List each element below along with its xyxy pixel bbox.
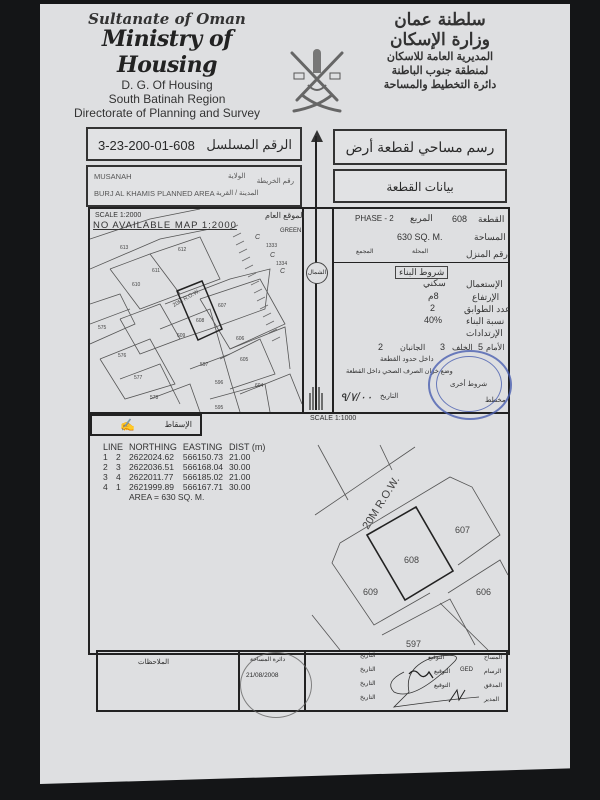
svg-text:597: 597 [200, 362, 209, 368]
dg-housing: D. G. Of Housing [121, 78, 213, 92]
signature-mark-icon: ✍ [120, 418, 135, 432]
plot-data-title-box [333, 169, 507, 203]
svg-text:597: 597 [406, 639, 422, 649]
front-value: 5 [478, 342, 484, 352]
table-row: 4 1 2621999.89 566167.71 30.00 [103, 482, 251, 492]
svg-text:577: 577 [134, 375, 143, 381]
projection-map [300, 425, 508, 650]
special-conditions-label: شروط أخرى [450, 381, 488, 388]
svg-text:C: C [280, 268, 286, 275]
svg-text:613: 613 [120, 245, 129, 251]
house-number-label: رقم المنزل [466, 249, 508, 259]
svg-text:C: C [255, 234, 261, 241]
plot-data-title: بيانات القطعة [386, 180, 454, 194]
svg-text:611: 611 [152, 268, 160, 274]
svg-text:C: C [270, 252, 276, 259]
area-value: 630 SQ. M. [397, 232, 443, 242]
plot-number: 608 [452, 214, 468, 224]
date-label-3: التاريخ [360, 681, 376, 687]
svg-text:610: 610 [132, 282, 141, 288]
serial-number: 3-23-200-01-608 [98, 138, 195, 153]
svg-text:609: 609 [177, 333, 186, 339]
setback-note: داخل حدود القطعة [380, 356, 434, 363]
block-value: PHASE - 2 [355, 214, 394, 223]
signature-label-1: التوقيع [428, 655, 445, 661]
survey-department-stamp [240, 652, 312, 718]
sides-value: 2 [378, 342, 384, 352]
general-location-label: الموقع العام [265, 211, 305, 220]
block-label: المربع [410, 213, 433, 223]
remarks-label: الملاحظات [138, 659, 170, 666]
directorate-name-ar: دائرة التخطيط والمساحة [383, 79, 497, 91]
coordinates-table [100, 442, 268, 502]
signature-label-2: التوقيع [434, 669, 451, 675]
approval-date: 21/08/2008 [246, 672, 279, 679]
general-location-map [90, 209, 302, 412]
divider [332, 207, 334, 413]
back-label: الخلف [452, 343, 473, 352]
region-name-ar: لمنطقة جنوب الباطنة [391, 65, 489, 77]
complex-label: المجمع [356, 249, 374, 255]
svg-text:20M R.O.W.: 20M R.O.W. [172, 288, 201, 309]
green-label: GREEN [280, 228, 302, 234]
floors-value: 2 [430, 303, 436, 313]
use-value: سكني [423, 278, 446, 288]
oman-khanjar-emblem-icon [282, 45, 352, 115]
signature-label-3: التوقيع [434, 683, 451, 689]
svg-text:595: 595 [215, 405, 224, 411]
divider [333, 262, 509, 263]
dg-housing-ar: المديرية العامة للاسكان [386, 51, 494, 63]
north-arrowhead-icon [311, 130, 323, 142]
sultanate-title: Sultanate of Oman [88, 10, 246, 28]
north-arrow-feather-icon [308, 375, 324, 410]
table-row: 2 3 2622036.51 566168.04 30.00 [103, 462, 251, 472]
document-title-box [333, 129, 507, 165]
date-label-4: التاريخ [360, 695, 376, 701]
use-label: الإستعمال [466, 279, 503, 289]
zone-label: المحلة [412, 249, 429, 255]
building-conditions-title: شروط البناء [395, 266, 448, 279]
divider [302, 207, 304, 413]
sides-label: الجانبان [400, 343, 426, 352]
svg-text:606: 606 [476, 587, 492, 597]
surveyor-label: المساح [484, 655, 503, 661]
svg-text:609: 609 [363, 587, 379, 597]
handwritten-signature-icon [324, 652, 484, 712]
directorate-name: Directorate of Planning and Survey [73, 106, 261, 120]
table-header: LINE NORTHING EASTING DIST (m) [103, 442, 266, 452]
map-no-label: رقم الخريطة [256, 178, 294, 185]
wilayat-label: الولاية [228, 173, 246, 180]
svg-text:612: 612 [178, 247, 187, 253]
document-title: رسم مساحي لقطعة أرض [345, 139, 495, 155]
ministry-title: Ministry of Housing [101, 26, 233, 78]
arabic-header [350, 10, 530, 92]
ratio-label: نسبة البناء [466, 316, 505, 326]
area-value: BURJ AL KHAMIS PLANNED AREA [94, 189, 215, 198]
plot-label: القطعة [478, 214, 505, 224]
svg-text:596: 596 [215, 380, 224, 386]
svg-text:604: 604 [255, 383, 264, 389]
svg-text:1334: 1334 [276, 261, 288, 267]
general-scale: SCALE 1:2000 [95, 212, 142, 219]
svg-text:607: 607 [218, 303, 227, 309]
svg-text:20M R.O.W.: 20M R.O.W. [360, 474, 403, 532]
location-box [86, 165, 302, 207]
initials: GED [460, 667, 474, 673]
projection-scale: SCALE 1:1000 [310, 415, 357, 422]
setbacks-label: الإرتدادات [466, 328, 503, 338]
english-header [62, 10, 272, 120]
ratio-value: 40% [424, 315, 443, 325]
projection-label-box [90, 414, 202, 436]
official-stamp-inner [436, 356, 502, 412]
table-row: 1 2 2622024.62 566150.73 21.00 [103, 452, 251, 462]
back-value: 3 [440, 342, 446, 352]
serial-number-label: الرقم المسلسل [206, 137, 292, 152]
svg-text:608: 608 [404, 555, 420, 565]
projection-label: الإسقاط [164, 420, 192, 429]
ministry-title-ar: وزارة الإسكان [390, 30, 490, 50]
svg-text:576: 576 [118, 353, 127, 359]
date-label-1: التاريخ [360, 653, 376, 659]
conditions-date-value: ٩/٧/٠٠ [340, 390, 373, 404]
area-row: AREA = 630 SQ. M. [129, 492, 205, 502]
table-row: 3 4 2622011.77 566185.02 21.00 [103, 472, 251, 482]
serial-number-box [86, 127, 302, 161]
height-value: 8م [428, 291, 439, 301]
svg-text:1333: 1333 [266, 243, 278, 249]
wilayat-value: MUSANAH [94, 172, 132, 181]
svg-text:607: 607 [455, 525, 471, 535]
planner-label: مخطط [485, 397, 506, 404]
area-label: المدينة / القرية [216, 190, 259, 197]
area-label: المساحة [474, 232, 506, 242]
svg-text:608: 608 [196, 318, 205, 324]
checker-label: المدقق [484, 683, 502, 689]
director-label: المدير [484, 697, 500, 703]
svg-text:605: 605 [240, 357, 249, 363]
survey-stamp-text: دائرة المساحة [250, 657, 286, 663]
svg-text:606: 606 [236, 336, 245, 342]
septic-tank-note: وضع خزان الصرف الصحي داخل القطعة [346, 368, 453, 375]
svg-text:575: 575 [98, 325, 107, 331]
no-map-note: NO AVAILABLE MAP 1:2000 [93, 220, 237, 231]
draftsman-label: الرسام [484, 669, 502, 675]
conditions-date-label: التاريخ [380, 393, 399, 400]
region-name: South Batinah Region [108, 92, 226, 106]
sultanate-title-ar: سلطنة عمان [394, 10, 486, 30]
floors-label: عدد الطوابق [464, 304, 511, 314]
front-label: الأمام [486, 343, 505, 352]
svg-text:578: 578 [150, 395, 159, 401]
date-label-2: التاريخ [360, 667, 376, 673]
north-label: الشمال [306, 262, 328, 284]
height-label: الإرتفاع [472, 292, 500, 302]
